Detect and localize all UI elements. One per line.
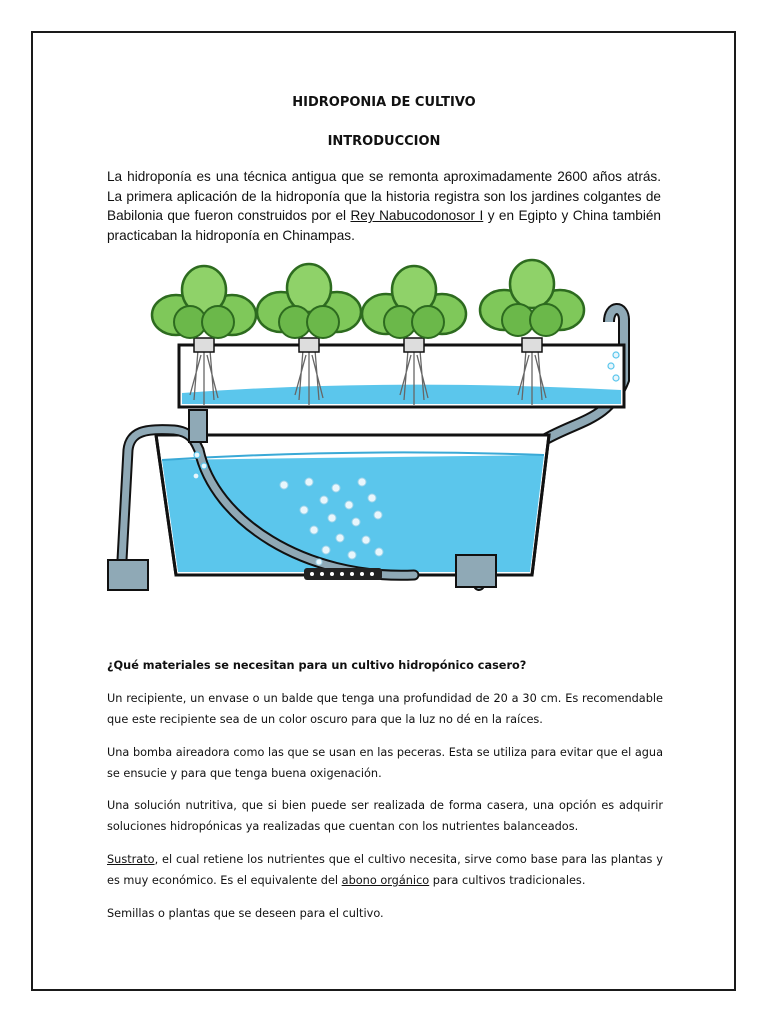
material-bomba: Una bomba aireadora como las que se usan en las peceras. Esta se utiliza para evitar que el agua se ensucie y para que tenga buena oxigenación. bbox=[107, 746, 663, 780]
section-heading-introduccion: INTRODUCCION bbox=[327, 134, 441, 149]
sustrato-text: , el cual retiene los nutrientes que el cultivo necesita, sirve como base para las plantas y es muy económico. Es el equivalente del bbox=[107, 853, 663, 887]
link-abono-organico[interactable]: abono orgánico bbox=[341, 874, 430, 887]
document-title: HIDROPONIA DE CULTIVO bbox=[292, 95, 476, 110]
material-solucion: Una solución nutritiva, que si bien puede ser realizada de forma casera, una opción es adquirir soluciones hidropónicas ya realizadas que cuentan con los nutrientes balanceados. bbox=[107, 799, 663, 833]
materials-question: ¿Qué materiales se necesitan para un cultivo hidropónico casero? bbox=[107, 659, 527, 672]
intro-paragraph bbox=[107, 167, 661, 245]
intro-text-start: La hidroponía es una técnica antigua que se remonta aproximadamente 2600 años atrás. La primera aplicación de la hidroponía que la historia registra son los jardines colgantes de Babilonia que fueron construidos por el bbox=[107, 169, 661, 223]
material-semillas: Semillas o plantas que se deseen para el cultivo. bbox=[107, 907, 384, 920]
link-rey-nabucodonosor[interactable]: Rey Nabucodonosor I bbox=[350, 208, 484, 223]
material-recipiente: Un recipiente, un envase o un balde que tenga una profundidad de 20 a 30 cm. Es recomendable que este recipiente sea de un color oscuro para que la luz no dé en la raíces. bbox=[107, 692, 663, 726]
material-sustrato bbox=[107, 849, 663, 891]
hydroponic-system-illustration bbox=[104, 250, 664, 595]
intro-text-end: y en Egipto y China también practicaban la hidroponía en Chinampas. bbox=[107, 208, 661, 243]
link-sustrato[interactable]: Sustrato bbox=[107, 853, 155, 866]
sustrato-text-end: para cultivos tradicionales. bbox=[429, 874, 586, 887]
